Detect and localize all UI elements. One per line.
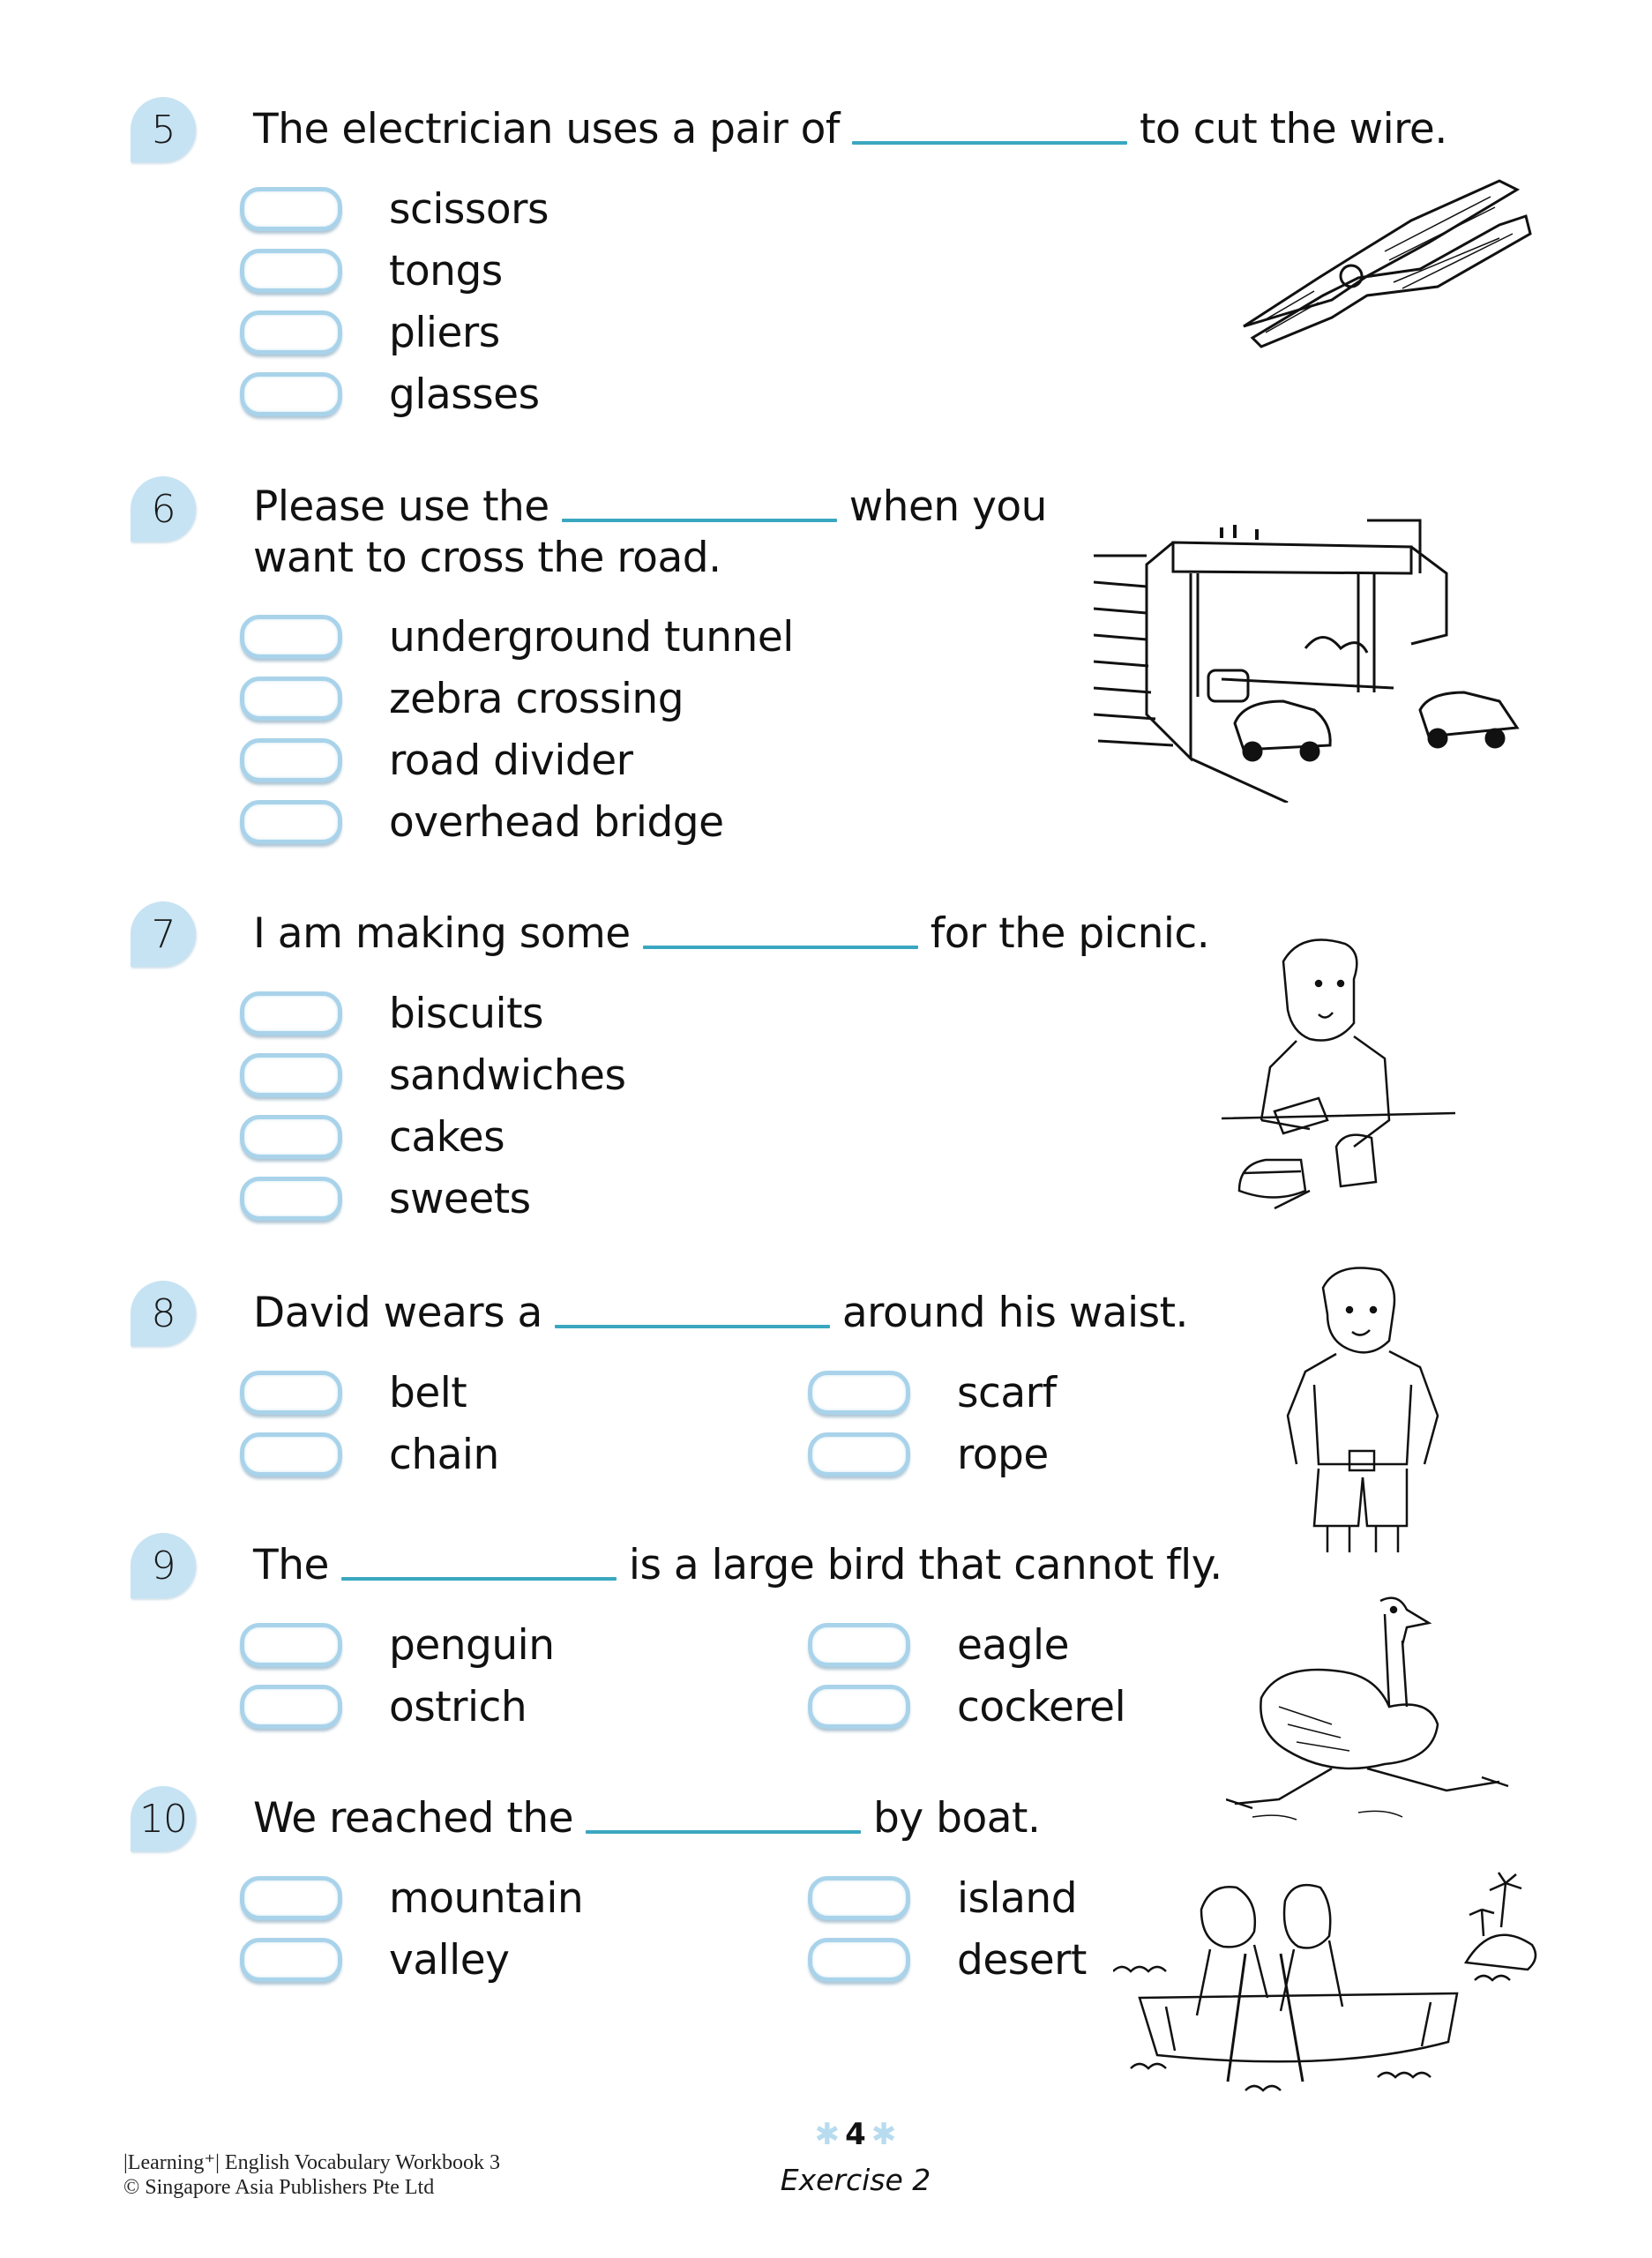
question-number-badge: 5 (131, 97, 196, 162)
option-label: penguin (389, 1620, 555, 1670)
overhead-bridge-illustration (1094, 503, 1526, 803)
answer-checkbox[interactable] (240, 738, 342, 782)
answer-checkbox[interactable] (808, 1432, 910, 1477)
answer-checkbox[interactable] (240, 1053, 342, 1097)
question-number-badge: 8 (131, 1281, 196, 1346)
option-rope[interactable] (808, 1429, 1049, 1480)
boy-making-sandwiches-illustration (1222, 926, 1477, 1217)
option-sandwiches[interactable] (240, 1050, 625, 1101)
option-label: island (957, 1873, 1078, 1923)
question-text-before: We reached the (253, 1794, 574, 1843)
question-text (253, 104, 1447, 155)
option-label: valley (389, 1935, 510, 1985)
option-desert[interactable] (808, 1934, 1087, 1985)
option-label: road divider (389, 736, 633, 785)
answer-checkbox[interactable] (808, 1371, 910, 1415)
snowflake-star-icon: ✱ (871, 2117, 897, 2152)
answer-checkbox[interactable] (808, 1938, 910, 1982)
option-label: zebra crossing (389, 674, 684, 723)
question-number-badge: 7 (131, 901, 196, 967)
answer-checkbox[interactable] (240, 1876, 342, 1920)
option-label: overhead bridge (389, 797, 724, 847)
question-text-before: I am making some (253, 909, 631, 958)
pliers-illustration (1235, 172, 1535, 348)
question-text (253, 1288, 1188, 1339)
answer-checkbox[interactable] (240, 1177, 342, 1221)
option-label: desert (957, 1935, 1087, 1985)
option-island[interactable] (808, 1873, 1077, 1924)
option-cakes[interactable] (240, 1111, 505, 1163)
answer-checkbox[interactable] (240, 1938, 342, 1982)
answer-blank (643, 946, 918, 949)
option-cockerel[interactable] (808, 1681, 1125, 1732)
answer-blank (562, 519, 837, 522)
question-text-before: The electrician uses a pair of (253, 105, 840, 153)
book-title: |Learning⁺| English Vocabulary Workbook 3 (123, 2151, 500, 2174)
snowflake-star-icon: ✱ (814, 2117, 841, 2152)
option-penguin[interactable] (240, 1619, 555, 1671)
question-text (253, 1793, 1040, 1844)
option-label: cockerel (957, 1682, 1126, 1731)
option-biscuits[interactable] (240, 988, 543, 1039)
question-text-after: around his waist. (841, 1289, 1188, 1337)
question-number-badge: 9 (131, 1533, 196, 1598)
answer-checkbox[interactable] (808, 1623, 910, 1667)
answer-checkbox[interactable] (240, 1623, 342, 1667)
question-text-after: for the picnic. (930, 909, 1210, 958)
answer-checkbox[interactable] (240, 1685, 342, 1729)
answer-blank (852, 141, 1127, 145)
option-label: scissors (389, 184, 549, 234)
question-text-after: when you (848, 482, 1047, 531)
question-text-after: by boat. (873, 1794, 1041, 1843)
option-label: belt (389, 1368, 467, 1417)
answer-blank (341, 1577, 617, 1581)
option-chain[interactable] (240, 1429, 499, 1480)
answer-checkbox[interactable] (240, 677, 342, 721)
option-sweets[interactable] (240, 1173, 531, 1224)
copyright: © Singapore Asia Publishers Pte Ltd (123, 2176, 435, 2199)
option-glasses[interactable] (240, 369, 540, 420)
option-label: biscuits (389, 989, 543, 1038)
question-text-after: to cut the wire. (1139, 105, 1447, 153)
question-text-line2: want to cross the road. (253, 534, 721, 582)
answer-checkbox[interactable] (808, 1876, 910, 1920)
option-mountain[interactable] (240, 1873, 583, 1924)
question-text (253, 1540, 1222, 1591)
answer-checkbox[interactable] (240, 187, 342, 231)
question-text-before: Please use the (253, 482, 549, 531)
option-label: glasses (389, 370, 540, 419)
option-label: eagle (957, 1620, 1070, 1670)
ostrich-illustration (1226, 1592, 1517, 1826)
question-text-before: The (253, 1541, 329, 1589)
question-number-badge: 10 (131, 1786, 196, 1851)
option-road-divider[interactable] (240, 735, 632, 786)
page-number: 4 (845, 2117, 866, 2152)
answer-checkbox[interactable] (240, 1371, 342, 1415)
option-label: pliers (389, 308, 500, 357)
option-label: chain (389, 1430, 499, 1479)
option-zebra-crossing[interactable] (240, 673, 684, 724)
boy-with-belt-illustration (1275, 1261, 1451, 1552)
exercise-label: Exercise 2 (780, 2163, 931, 2197)
option-label: scarf (957, 1368, 1057, 1417)
question-text (253, 482, 1047, 533)
option-valley[interactable] (240, 1934, 509, 1985)
option-pliers[interactable] (240, 307, 500, 358)
option-label: cakes (389, 1112, 505, 1162)
answer-checkbox[interactable] (240, 310, 342, 355)
footer-publisher-info (123, 2150, 500, 2200)
option-scarf[interactable] (808, 1367, 1057, 1418)
question-text (253, 908, 1209, 960)
option-label: sandwiches (389, 1050, 626, 1100)
question-text-after: is a large bird that cannot fly. (628, 1541, 1222, 1589)
boys-rowing-boat-illustration (1113, 1865, 1545, 2095)
option-overhead-bridge[interactable] (240, 796, 724, 848)
option-ostrich[interactable] (240, 1681, 527, 1732)
page-number-block (785, 2117, 926, 2152)
answer-checkbox[interactable] (240, 372, 342, 416)
answer-checkbox[interactable] (240, 1115, 342, 1159)
option-label: tongs (389, 246, 503, 295)
option-scissors[interactable] (240, 183, 549, 235)
answer-checkbox[interactable] (808, 1685, 910, 1729)
option-label: underground tunnel (389, 612, 794, 662)
option-label: ostrich (389, 1682, 527, 1731)
option-underground-tunnel[interactable] (240, 611, 794, 662)
answer-checkbox[interactable] (240, 615, 342, 659)
option-label: sweets (389, 1174, 531, 1223)
answer-checkbox[interactable] (240, 800, 342, 844)
option-tongs[interactable] (240, 245, 503, 296)
answer-blank (586, 1830, 861, 1834)
answer-blank (555, 1325, 830, 1328)
answer-checkbox[interactable] (240, 991, 342, 1036)
option-label: rope (957, 1430, 1049, 1479)
question-text-before: David wears a (253, 1289, 542, 1337)
option-belt[interactable] (240, 1367, 467, 1418)
option-eagle[interactable] (808, 1619, 1069, 1671)
question-number-badge: 6 (131, 476, 196, 542)
answer-checkbox[interactable] (240, 249, 342, 293)
answer-checkbox[interactable] (240, 1432, 342, 1477)
option-label: mountain (389, 1873, 584, 1923)
